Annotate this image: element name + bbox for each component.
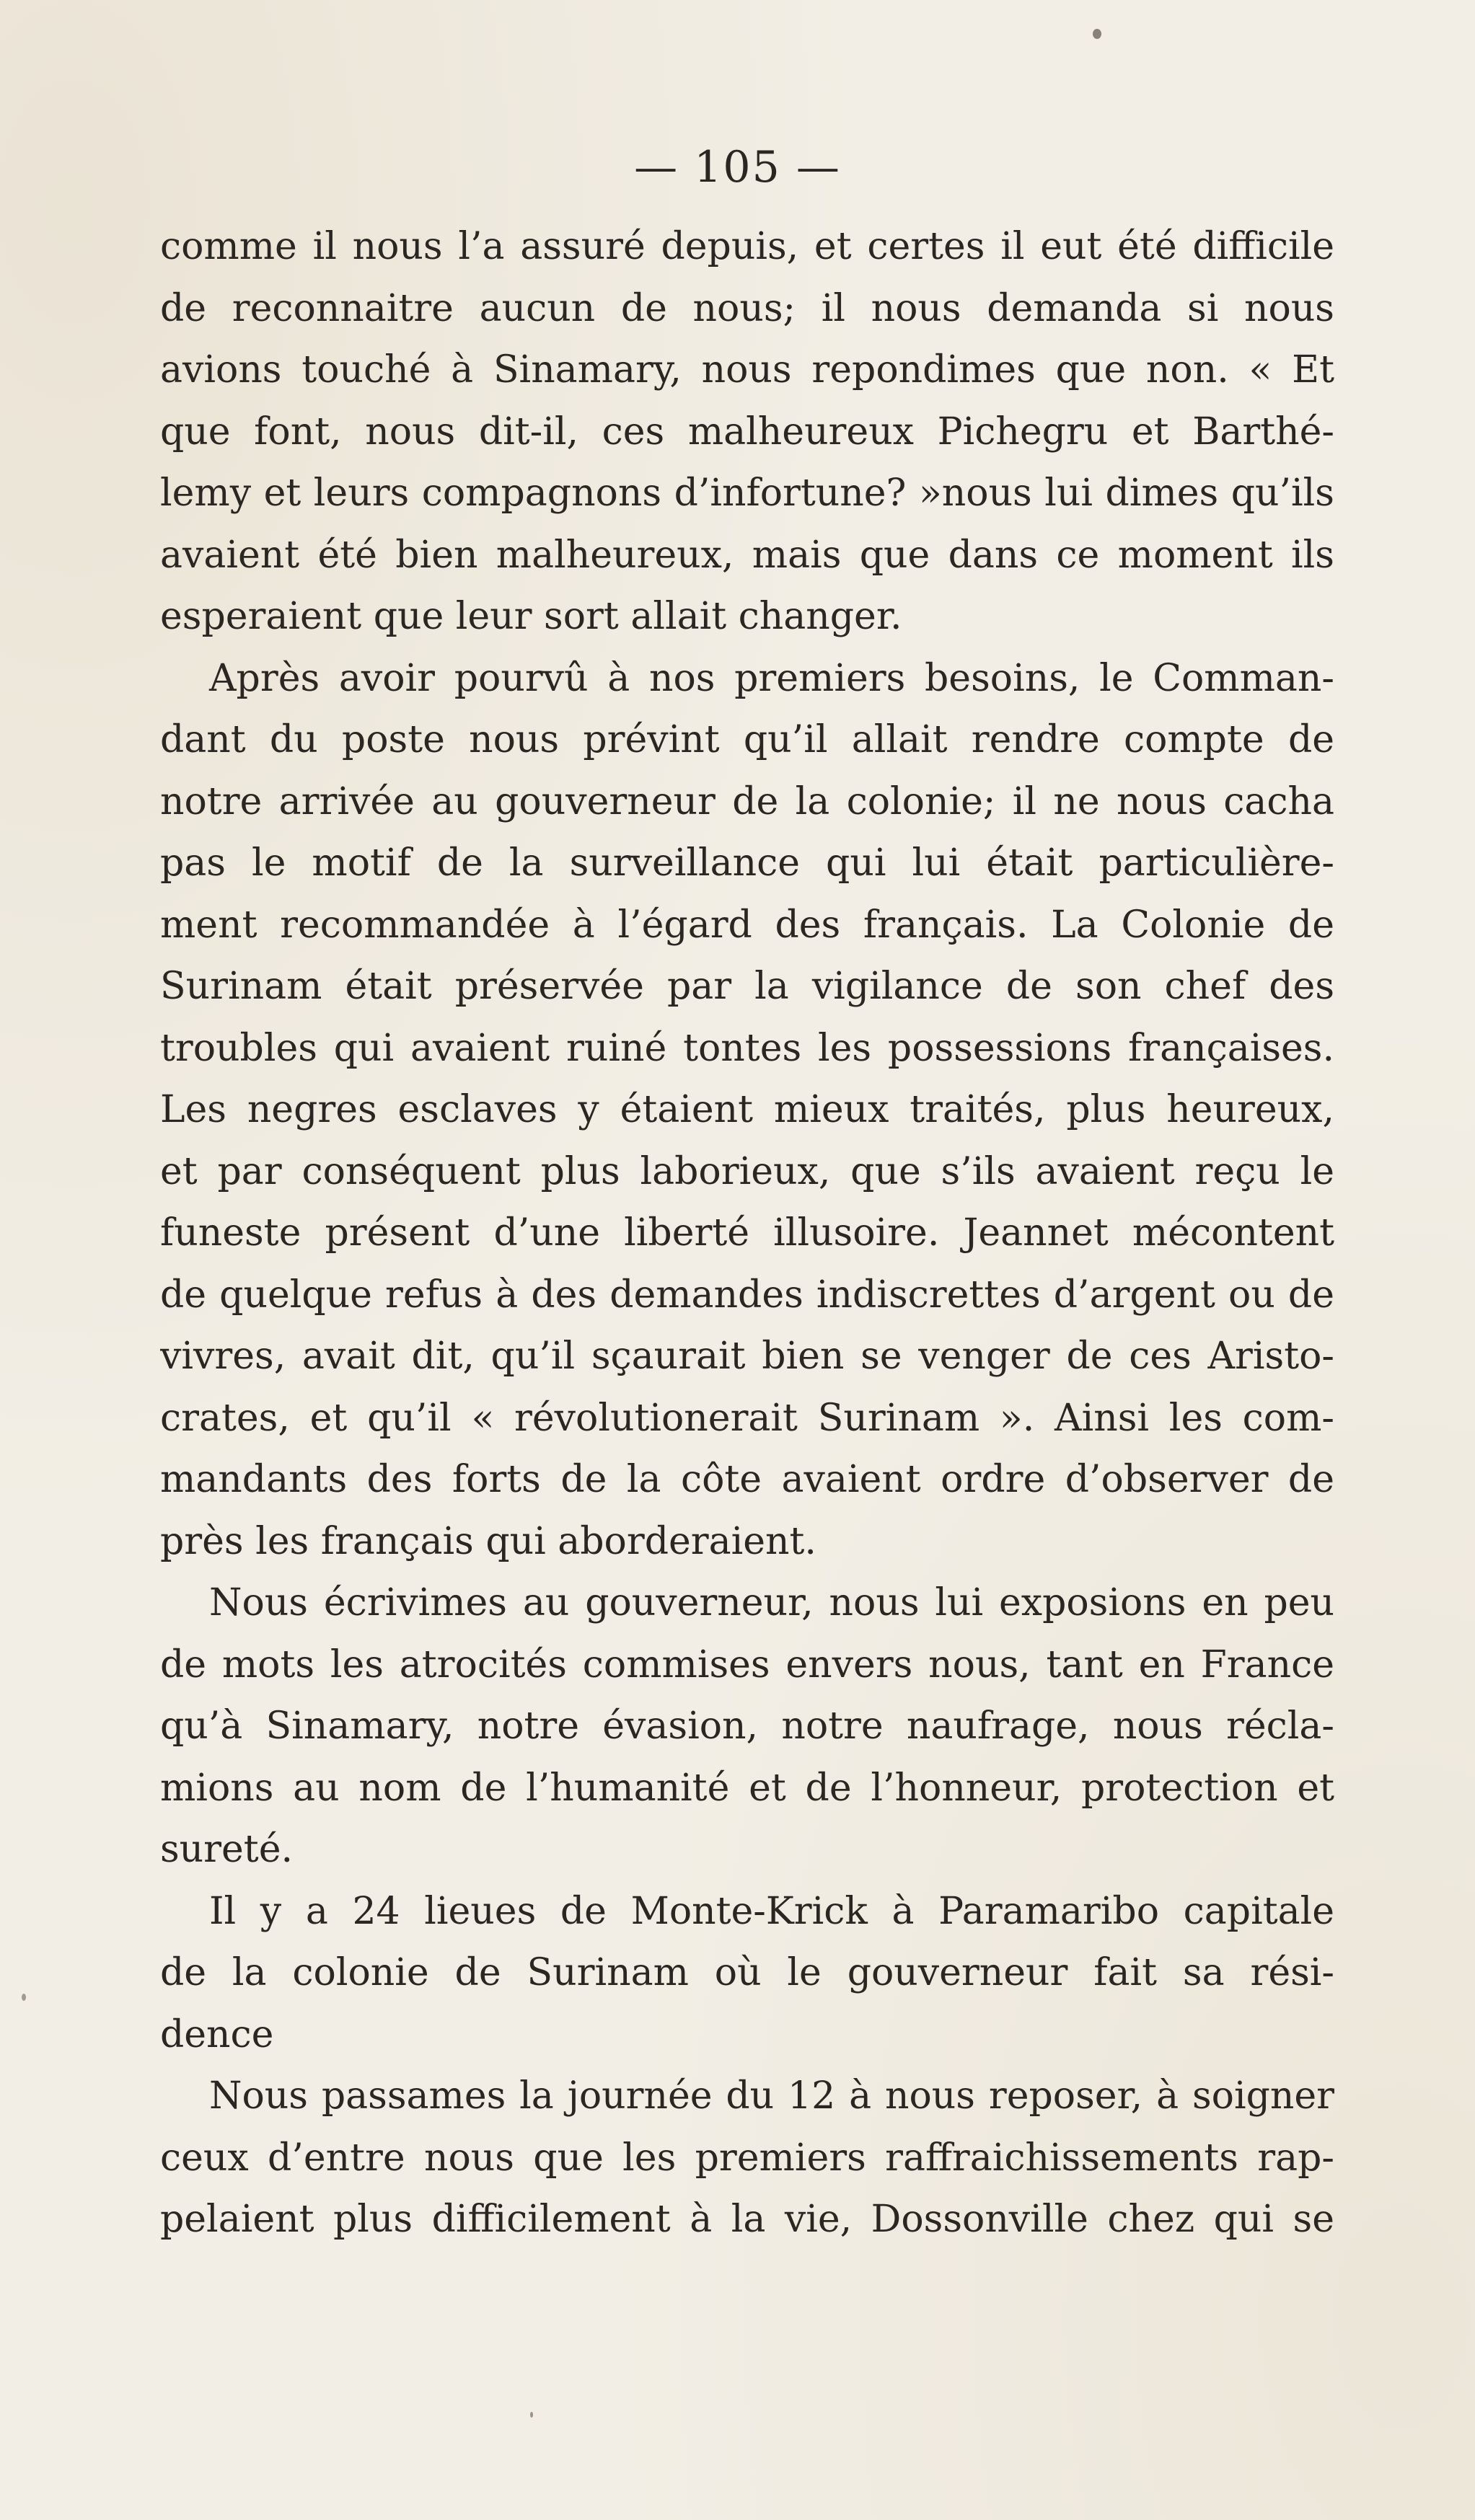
body-text — [160, 216, 1334, 2251]
text-line: pas le motif de la surveillance qui lui était particulière- — [160, 841, 1334, 885]
paper-speck — [530, 2412, 533, 2418]
text-line: vivres, avait dit, qu’il sçaurait bien se venger de ces Aristo- — [160, 1335, 1334, 1378]
text-line: de quelque refus à des demandes indiscrettes d’argent ou de — [160, 1273, 1334, 1317]
text-line: de la colonie de Surinam où le gouverneur fait sa rési- — [160, 1951, 1334, 1994]
text-line: dant du poste nous prévint qu’il allait rendre compte de — [160, 718, 1334, 761]
text-line: près les français qui aborderaient. — [160, 1519, 816, 1563]
text-line: sureté. — [160, 1828, 294, 1871]
page-number: — 105 — — [634, 142, 841, 193]
text-line: crates, et qu’il « révolutionerait Surinam ». Ainsi les com- — [160, 1396, 1334, 1440]
text-line: avions touché à Sinamary, nous repondimes que non. « Et — [160, 348, 1334, 392]
text-line: troubles qui avaient ruiné tontes les possessions françaises. — [160, 1026, 1334, 1070]
paper-speck — [22, 1994, 26, 2001]
text-line: mions au nom de l’humanité et de l’honneur, protection et — [160, 1766, 1334, 1810]
paper-speck — [1093, 29, 1101, 39]
text-line: de mots les atrocités commises envers nous, tant en France — [160, 1643, 1334, 1686]
text-line: Surinam était préservée par la vigilance de son chef des — [160, 965, 1334, 1008]
text-line: avaient été bien malheureux, mais que dans ce moment ils — [160, 533, 1334, 577]
text-line: notre arrivée au gouverneur de la colonie; il ne nous cacha — [160, 779, 1334, 823]
text-line: funeste présent d’une liberté illusoire. Jeannet mécontent — [160, 1211, 1334, 1255]
paragraph-start: Il y a 24 lieues de Monte-Krick à Paramaribo capitale — [209, 1889, 1334, 1933]
text-line: lemy et leurs compagnons d’infortune? »nous lui dimes qu’ils — [160, 472, 1334, 515]
paragraph-start: Après avoir pourvû à nos premiers besoins, le Comman- — [209, 656, 1334, 700]
text-line: pelaient plus difficilement à la vie, Dossonville chez qui se — [160, 2198, 1334, 2241]
text-line: qu’à Sinamary, notre évasion, notre naufrage, nous récla- — [160, 1705, 1334, 1748]
text-line: comme il nous l’a assuré depuis, et certes il eut été difficile — [160, 225, 1334, 268]
text-line: ment recommandée à l’égard des français. La Colonie de — [160, 903, 1334, 947]
text-line: ceux d’entre nous que les premiers raffraichissements rap- — [160, 2136, 1334, 2180]
text-line: dence — [160, 2012, 274, 2056]
text-line: esperaient que leur sort allait changer. — [160, 595, 902, 638]
text-line: de reconnaitre aucun de nous; il nous demanda si nous — [160, 286, 1334, 330]
paragraph-start: Nous passames la journée du 12 à nous reposer, à soigner — [209, 2074, 1334, 2118]
text-line: et par conséquent plus laborieux, que s’ils avaient reçu le — [160, 1149, 1334, 1193]
text-line: que font, nous dit-il, ces malheureux Pichegru et Barthé- — [160, 410, 1334, 454]
text-line: Les negres esclaves y étaient mieux traités, plus heureux, — [160, 1088, 1334, 1131]
text-line: mandants des forts de la côte avaient ordre d’observer de — [160, 1458, 1334, 1501]
paragraph-start: Nous écrivimes au gouverneur, nous lui exposions en peu — [209, 1581, 1334, 1624]
